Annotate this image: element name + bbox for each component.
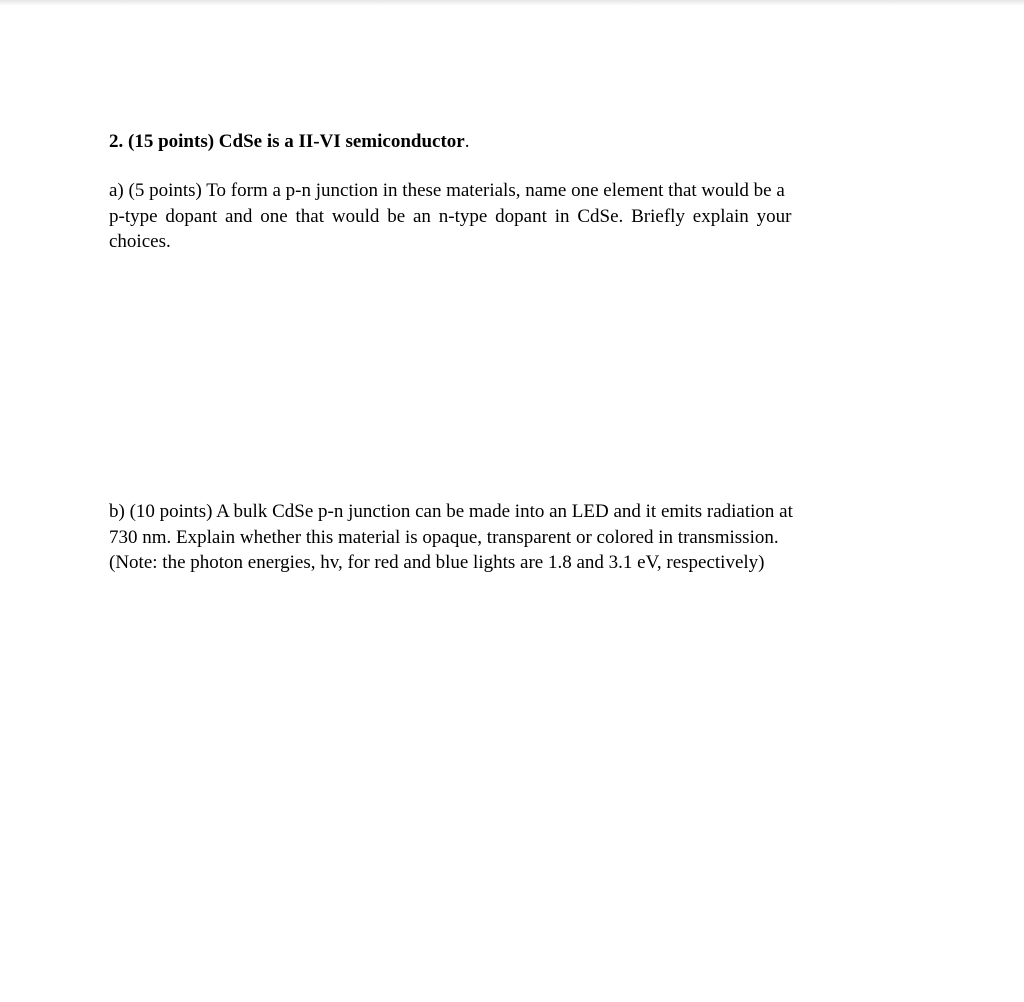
part-b-paragraph — [109, 499, 879, 576]
part-b-line-1: b) (10 points) A bulk CdSe p-n junction can be made into an LED and it emits radiation at — [109, 501, 793, 522]
part-a-line-3: choices. — [109, 231, 171, 252]
part-a-line-2: p-type dopant and one that would be an n-type dopant in CdSe. Briefly explain your — [109, 205, 792, 227]
part-b-line-2: 730 nm. Explain whether this material is opaque, transparent or colored in transmission. — [109, 526, 779, 548]
question-heading-bold: 2. (15 points) CdSe is a II-VI semiconductor — [109, 131, 465, 152]
part-a-line-1: a) (5 points) To form a p-n junction in these materials, name one element that would be a — [109, 180, 785, 201]
part-a-paragraph — [109, 178, 879, 255]
question-heading — [109, 130, 889, 154]
part-b-line-3: (Note: the photon energies, hv, for red and blue lights are 1.8 and 3.1 eV, respectively) — [109, 552, 765, 573]
question-heading-period: . — [464, 131, 470, 152]
